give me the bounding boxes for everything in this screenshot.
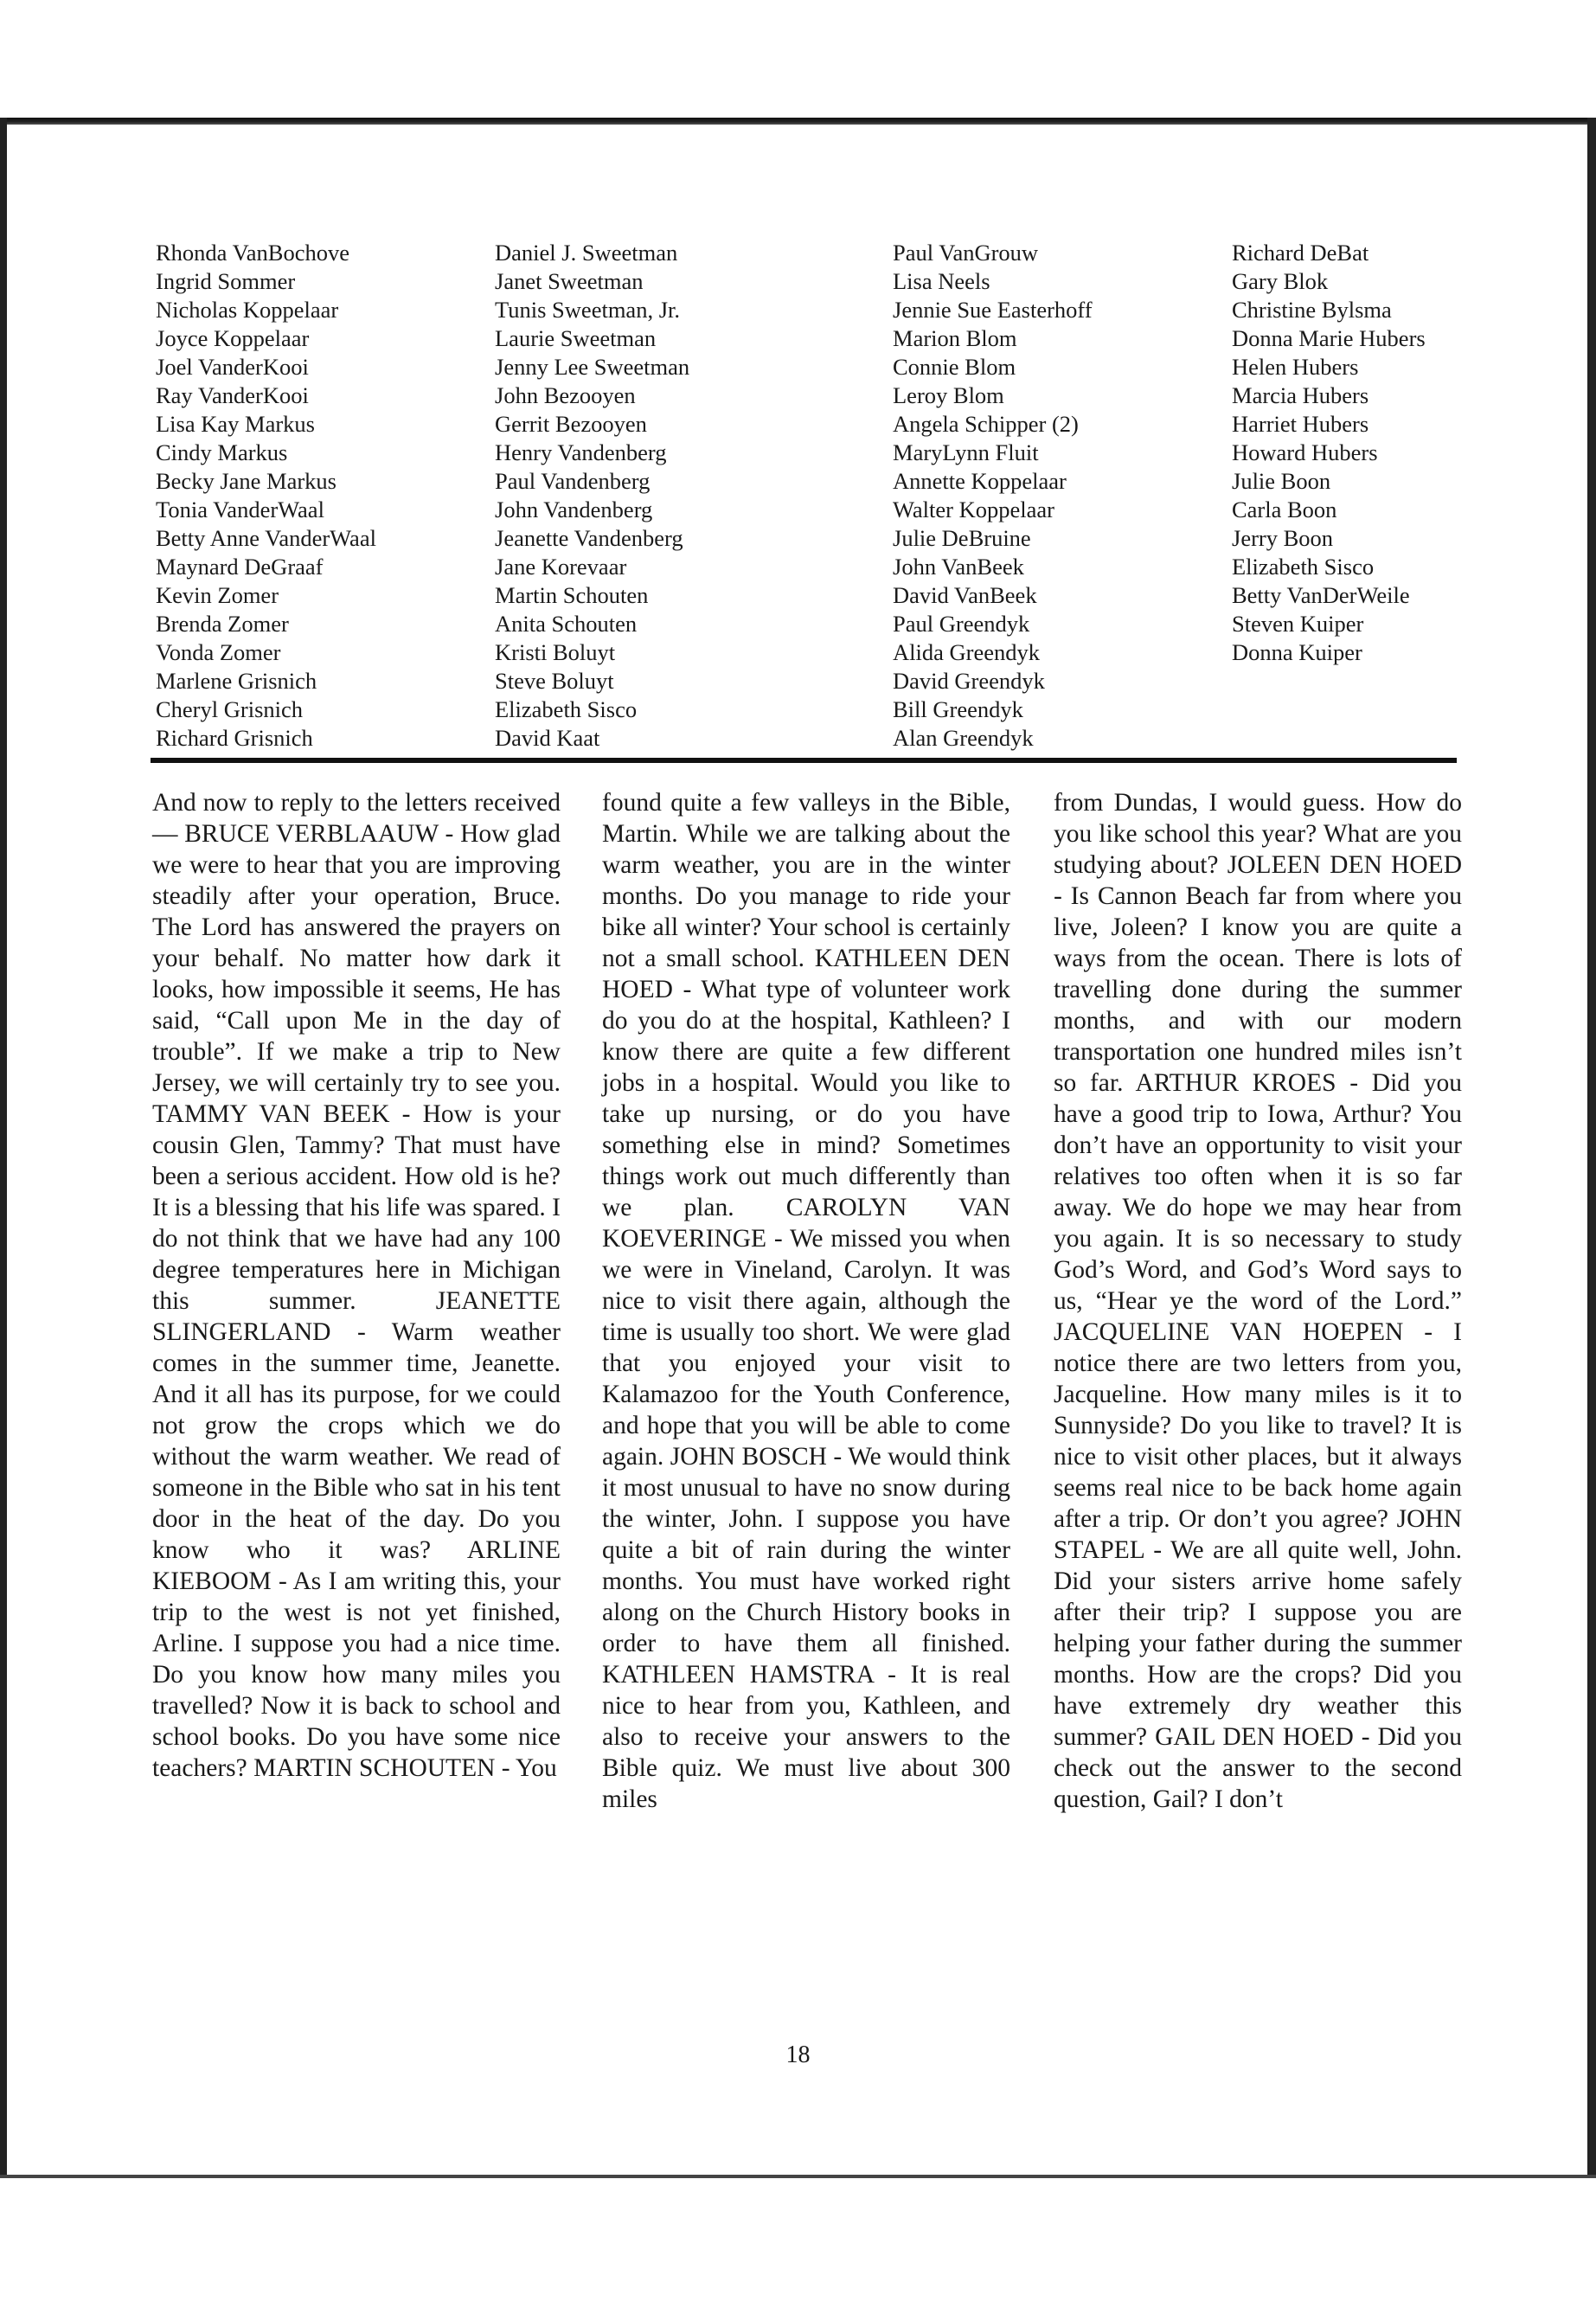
names-column-3: [893, 239, 1093, 753]
name-entry: Betty Anne VanderWaal: [156, 525, 376, 551]
name-entry: Walter Koppelaar: [893, 497, 1054, 522]
scan-border-bottom: [0, 2175, 1596, 2178]
name-entry: Ray VanderKooi: [156, 382, 309, 408]
name-entry: Jane Korevaar: [495, 554, 627, 580]
name-entry: Marion Blom: [893, 325, 1017, 351]
name-entry: Elizabeth Sisco: [495, 696, 638, 722]
name-entry: Christine Bylsma: [1232, 297, 1392, 323]
name-entry: Joel VanderKooi: [156, 354, 309, 380]
name-entry: Betty VanDerWeile: [1232, 582, 1410, 608]
letters-column-3: [1054, 787, 1462, 1815]
name-entry: Marlene Grisnich: [156, 668, 317, 694]
name-entry: Nicholas Koppelaar: [156, 297, 339, 323]
name-entry: Donna Kuiper: [1232, 639, 1362, 665]
name-entry: Helen Hubers: [1232, 354, 1359, 380]
name-entry: Alida Greendyk: [893, 639, 1040, 665]
name-entry: Janet Sweetman: [495, 268, 644, 294]
name-entry: David Kaat: [495, 725, 600, 751]
name-entry: Elizabeth Sisco: [1232, 554, 1375, 580]
name-entry: Julie DeBruine: [893, 525, 1031, 551]
name-entry: Carla Boon: [1232, 497, 1337, 522]
name-entry: Kristi Boluyt: [495, 639, 616, 665]
name-entry: Lisa Neels: [893, 268, 990, 294]
names-column-2: [495, 239, 689, 753]
name-entry: Becky Jane Markus: [156, 468, 337, 494]
letters-text: from Dundas, I would guess. How do you like school this year? What are you studying about? JOLEEN DEN HOED - Is Cannon Beach far from where you live, Joleen? I know you are quite a ways from the ocean. There is lots of travelling done during the summer months, and with our modern transportation one hundred miles isn’t so far. ARTHUR KROES - Did you have a good trip to Iowa, Arthur? You don’t have an opportunity to visit your relatives too often when it is so far away. We do hope we may hear from you again. It is so necessary to study God’s Word, and God’s Word says to us, “Hear ye the word of the Lord.” JACQUELINE VAN HOEPEN - I notice there are two letters from you, Jacqueline. How many miles is it to Sunnyside? Do you like to travel? It is nice to visit other places, but it always seems real nice to be back home again after a trip. Or don’t you agree? JOHN STAPEL - We are all quite well, John. Did your sisters arrive home safely after their trip? I suppose you are helping your father during the summer months. How are the crops? Did you have extremely dry weather this summer? GAIL DEN HOED - Did you check out the answer to the second question, Gail? I don’t: [1054, 789, 1462, 1813]
name-entry: Paul Greendyk: [893, 611, 1030, 637]
name-entry: John VanBeek: [893, 554, 1024, 580]
name-entry: Richard Grisnich: [156, 725, 313, 751]
name-entry: Connie Blom: [893, 354, 1016, 380]
letters-text: And now to reply to the letters received— BRUCE VERBLAAUW - How glad we were to hear that you are improving steadily after your operation, Bruce. The Lord has answered the prayers on your behalf. No matter how dark it looks, how impossible it seems, He has said, “Call upon Me in the day of trouble”. If we make a trip to New Jersey, we will certainly try to see you. TAMMY VAN BEEK - How is your cousin Glen, Tammy? That must have been a serious accident. How old is he? It is a blessing that his life was spared. I do not think that we have had any 100 degree temperatures here in Michigan this summer. JEANETTE SLINGERLAND - Warm weather comes in the summer time, Jeanette. And it all has its purpose, for we could not grow the crops which we do without the warm weather. We read of someone in the Bible who sat in his tent door in the heat of the day. Do you know who it was? ARLINE KIEBOOM - As I am writing this, your trip to the west is not yet finished, Arline. I suppose you had a nice time. Do you know how many miles you travelled? Now it is back to school and school books. Do you have some nice teachers? MARTIN SCHOUTEN - You: [152, 789, 561, 1782]
name-entry: Rhonda VanBochove: [156, 240, 349, 266]
name-entry: John Vandenberg: [495, 497, 653, 522]
name-entry: Cindy Markus: [156, 439, 288, 465]
name-entry: Alan Greendyk: [893, 725, 1034, 751]
name-entry: Jennie Sue Easterhoff: [893, 297, 1093, 323]
name-entry: Martin Schouten: [495, 582, 649, 608]
name-entry: Howard Hubers: [1232, 439, 1378, 465]
name-entry: Gary Blok: [1232, 268, 1329, 294]
name-entry: Ingrid Sommer: [156, 268, 296, 294]
name-entry: Vonda Zomer: [156, 639, 281, 665]
names-column-1: [156, 239, 376, 753]
scan-border-top: [0, 118, 1596, 125]
name-entry: Leroy Blom: [893, 382, 1004, 408]
name-entry: Harriet Hubers: [1232, 411, 1369, 437]
name-entry: Joyce Koppelaar: [156, 325, 310, 351]
letters-column-2: [602, 787, 1010, 1815]
name-entry: David Greendyk: [893, 668, 1045, 694]
names-list: [156, 239, 1471, 754]
name-entry: Steve Boluyt: [495, 668, 614, 694]
name-entry: Jeanette Vandenberg: [495, 525, 683, 551]
name-entry: Marcia Hubers: [1232, 382, 1369, 408]
name-entry: Julie Boon: [1232, 468, 1331, 494]
name-entry: Cheryl Grisnich: [156, 696, 304, 722]
name-entry: Maynard DeGraaf: [156, 554, 324, 580]
name-entry: Richard DeBat: [1232, 240, 1369, 266]
scan-border-left: [0, 118, 7, 2176]
section-divider: [151, 758, 1457, 763]
name-entry: Bill Greendyk: [893, 696, 1023, 722]
name-entry: Anita Schouten: [495, 611, 638, 637]
letters-text: found quite a few valleys in the Bible, Martin. While we are talking about the warm weather, you are in the winter months. Do you manage to ride your bike all winter? Your school is certainly not a small school. KATHLEEN DEN HOED - What type of volunteer work do you do at the hospital, Kathleen? I know there are quite a few different jobs in a hospital. Would you like to take up nursing, or do you have something else in mind? Sometimes things work out much differently than we plan. CAROLYN VAN KOEVERINGE - We missed you when we were in Vineland, Carolyn. It was nice to visit there again, although the time is usually too short. We were glad that you enjoyed your visit to Kalamazoo for the Youth Conference, and hope that you will be able to come again. JOHN BOSCH - We would think it most unusual to have no snow during the winter, John. I suppose you have quite a bit of rain during the winter months. You must have worked right along on the Church History books in order to have them all finished. KATHLEEN HAMSTRA - It is real nice to hear from you, Kathleen, and also to receive your answers to the Bible quiz. We must live about 300 miles: [602, 789, 1010, 1813]
name-entry: Laurie Sweetman: [495, 325, 657, 351]
letters-column-1: [152, 787, 561, 1784]
name-entry: John Bezooyen: [495, 382, 636, 408]
page-number: 18: [785, 2041, 811, 2068]
name-entry: Annette Koppelaar: [893, 468, 1067, 494]
name-entry: Brenda Zomer: [156, 611, 289, 637]
name-entry: Angela Schipper (2): [893, 411, 1079, 437]
name-entry: Tunis Sweetman, Jr.: [495, 297, 680, 323]
name-entry: Paul Vandenberg: [495, 468, 651, 494]
name-entry: Donna Marie Hubers: [1232, 325, 1426, 351]
name-entry: Steven Kuiper: [1232, 611, 1364, 637]
name-entry: David VanBeek: [893, 582, 1037, 608]
names-column-4: [1232, 239, 1426, 667]
name-entry: Jerry Boon: [1232, 525, 1334, 551]
name-entry: MaryLynn Fluit: [893, 439, 1039, 465]
name-entry: Henry Vandenberg: [495, 439, 667, 465]
letters-reply-section: [152, 787, 1471, 2016]
name-entry: Kevin Zomer: [156, 582, 279, 608]
name-entry: Gerrit Bezooyen: [495, 411, 647, 437]
name-entry: Jenny Lee Sweetman: [495, 354, 690, 380]
name-entry: Daniel J. Sweetman: [495, 240, 678, 266]
scan-border-right: [1587, 118, 1596, 2176]
name-entry: Lisa Kay Markus: [156, 411, 315, 437]
name-entry: Paul VanGrouw: [893, 240, 1039, 266]
name-entry: Tonia VanderWaal: [156, 497, 324, 522]
